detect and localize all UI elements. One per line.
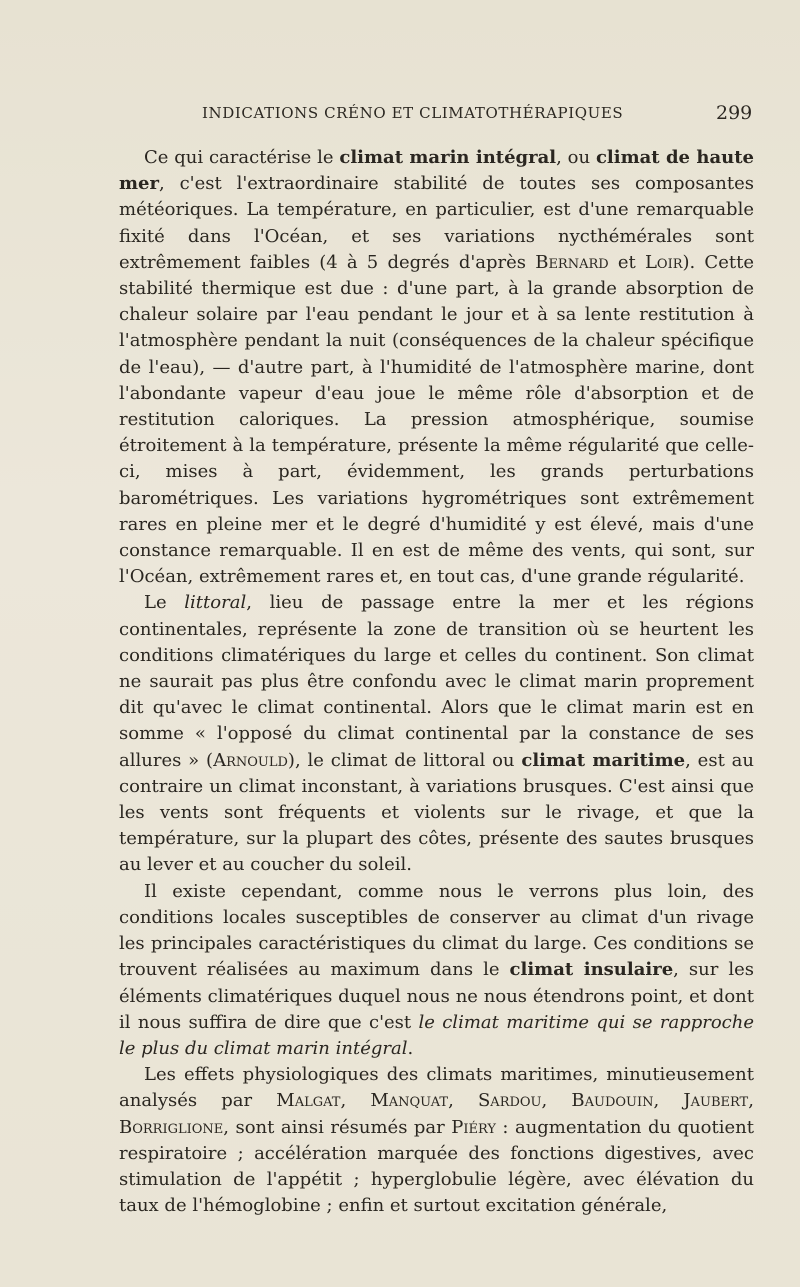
text-span: , sont ainsi résumés par [223,1116,452,1138]
text-span: . [407,1037,414,1059]
author-name: Manquat [370,1090,449,1112]
text-span: , [541,1090,572,1112]
text-span: ). Cette stabilité thermique est due : d'une part, à la grande absorption de chaleur solaire par l'eau pendant le jour et à sa lente restitution à l'atmosphère pendant la nuit (conséquences de la chaleur spécifique de l'eau), — d'autre part, à l'humidité de l'atmosphère marine, dont l'abondante vapeur d'eau joue le même rôle d'absorption et de restitution caloriques. La pression atmosphérique, soumise étroitement à la température, présente la même régularité que celle-ci, mises à part, évidemment, les grands perturbations barométriques. Les variations hygrométriques sont extrêmement rares en pleine mer et le degré d'humidité y est élevé, mais d'une constance remarquable. Il en est de même des vents, qui sont, sur l'Océan, extrêmement rares et, en tout cas, d'une grande régularité. [119,251,754,588]
term-climat-maritime: climat maritime [521,749,686,771]
author-name: Piéry [451,1116,496,1138]
text-span: Ce qui caractérise le [144,147,340,168]
text-span: et [608,251,645,273]
text-span: Il existe cependant, comme nous le verrons plus loin, des conditions locales susceptibles de conserver au climat d'un rivage les principales caractéristiques du climat du large. Ces conditions se trouvent réalisées au maximum dans le [119,880,754,981]
author-name: Baudouin [571,1090,654,1112]
author-name: Jaubert [683,1090,749,1112]
author-name: Sardou [477,1090,542,1112]
term-climat-haute-mer: climat de haute mer [119,147,754,195]
paragraph-p4 [119,1062,754,1219]
text-span: Les effets physiologiques des climats maritimes, minutieusement analysés par [119,1064,754,1112]
author-name: Borriglione [119,1116,224,1138]
term-climat-insulaire: climat insulaire [509,959,674,981]
term-littoral: littoral [184,592,247,614]
text-span: ), le climat de littoral ou [287,749,522,771]
text-span: , ou [556,147,596,168]
author-name: Malgat [276,1090,341,1112]
author-name: Bernard [535,251,609,273]
paragraph-p3 [119,879,754,1062]
body-text [119,145,754,1219]
text-span: , [448,1090,478,1112]
paragraph-p1 [119,145,754,590]
italic-definition: le climat maritime qui se rapproche le plus du climat marin intégral [119,1011,754,1059]
text-span: , est au contraire un climat inconstant, à variations brusques. C'est ainsi que les vents sont fréquents et violents sur le rivage, et que la température, sur la plupart des côtes, présente des sautes brusques au lever et au coucher du soleil. [119,749,754,876]
text-span: , [653,1090,684,1112]
text-span: , [748,1090,754,1112]
term-climat-marin-integral: climat marin intégral [339,147,557,168]
text-span: Le [144,592,185,614]
text-span: , lieu de passage entre la mer et les régions continentales, représente la zone de transition où se heurtent les conditions climatériques du large et celles du continent. Son climat ne saurait pas plus être confondu avec le climat marin proprement dit qu'avec le climat continental. Alors que le climat marin est en somme « l'opposé du climat continental par la constance de ses allures » ( [119,592,754,771]
author-name: Arnould [213,749,288,771]
page-header [0,104,800,132]
page-number: 299 [716,102,753,124]
text-span: , sur les éléments climatériques duquel nous ne nous étendrons point, et dont il nous suffira de dire que c'est [119,959,754,1033]
text-span: : augmentation du quotient respiratoire ; accélération marquée des fonctions digestives, avec stimulation de l'appétit ; hyperglobulie légère, avec élévation du taux de l'hémoglobine ; enfin et surtout excitation générale, [119,1116,754,1217]
author-name: Loir [644,251,683,273]
text-span: , [340,1090,371,1112]
paragraph-p2 [119,590,754,878]
text-span: , c'est l'extraordinaire stabilité de toutes ses composantes météoriques. La température, en particulier, est d'une remarquable fixité dans l'Océan, et ses variations nycthémérales sont extrêmement faibles (4 à 5 degrés d'après [119,173,754,273]
running-title: INDICATIONS CRÉNO ET CLIMATOTHÉRAPIQUES [202,104,624,122]
